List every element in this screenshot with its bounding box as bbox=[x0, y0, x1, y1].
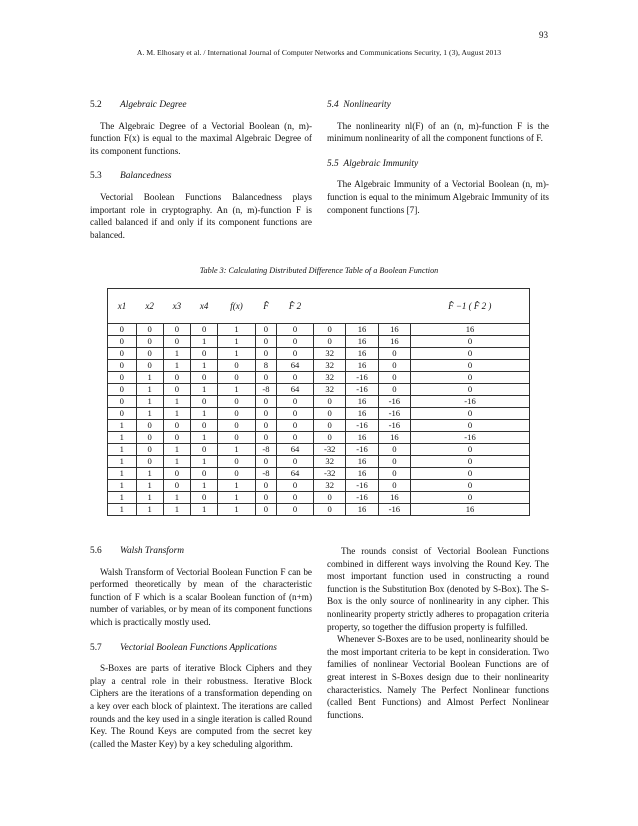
table-cell: 0 bbox=[191, 324, 218, 336]
running-header: A. M. Elhosary et al. / International Journal of Computer Networks and Communications Security, 1 (3), August 2013 bbox=[136, 48, 502, 57]
table-cell: 16 bbox=[346, 456, 378, 468]
page-number: 93 bbox=[539, 30, 548, 40]
table-cell: 1 bbox=[108, 444, 137, 456]
table-cell: 0 bbox=[163, 468, 190, 480]
table-cell: 1 bbox=[108, 432, 137, 444]
table-cell: 0 bbox=[108, 336, 137, 348]
table-row bbox=[108, 480, 530, 492]
table-cell: 1 bbox=[191, 432, 218, 444]
section-heading bbox=[90, 642, 312, 655]
section-5-2 bbox=[90, 99, 312, 157]
table-cell: 1 bbox=[136, 396, 163, 408]
table-cell: -16 bbox=[411, 432, 530, 444]
table-cell: 0 bbox=[136, 360, 163, 372]
table-cell: 32 bbox=[314, 360, 346, 372]
table-cell: 1 bbox=[136, 372, 163, 384]
paragraph: The rounds consist of Vectorial Boolean Functions combined in different ways involving the Round Key. The most important function used in constructing a round function is the Substitution Box (denoted by S-Box). The S-Box is the only source of nonlinearity in any cipher. This nonlinearity property strictly adheres to propagation criteria property, so together the diffusion property is fulfilled. bbox=[327, 546, 549, 632]
table-cell: 0 bbox=[378, 372, 410, 384]
section-heading bbox=[90, 545, 312, 558]
table-cell: 1 bbox=[136, 384, 163, 396]
table-cell: 16 bbox=[378, 432, 410, 444]
table-row bbox=[108, 492, 530, 504]
table-cell: 1 bbox=[218, 384, 256, 396]
table-cell: 0 bbox=[255, 480, 276, 492]
table-cell: 1 bbox=[163, 492, 190, 504]
top-left-column bbox=[90, 99, 312, 254]
header-x3: x3 bbox=[163, 289, 190, 324]
header-fx: f(x) bbox=[218, 289, 256, 324]
table-cell: 1 bbox=[136, 492, 163, 504]
table-cell: 0 bbox=[163, 384, 190, 396]
table-cell: 0 bbox=[255, 396, 276, 408]
table-cell: 1 bbox=[108, 480, 137, 492]
table-cell: 0 bbox=[191, 396, 218, 408]
table-cell: 0 bbox=[378, 348, 410, 360]
table-cell: 0 bbox=[191, 444, 218, 456]
table-cell: 1 bbox=[108, 468, 137, 480]
table-cell: 16 bbox=[346, 468, 378, 480]
section-5-4 bbox=[327, 99, 549, 145]
header-blank-2 bbox=[346, 289, 378, 324]
table-cell: 0 bbox=[277, 396, 314, 408]
table-cell: 0 bbox=[191, 348, 218, 360]
table-row bbox=[108, 408, 530, 420]
table-cell: -32 bbox=[314, 444, 346, 456]
table-cell: 1 bbox=[108, 492, 137, 504]
table-cell: 32 bbox=[314, 456, 346, 468]
table-cell: 1 bbox=[163, 408, 190, 420]
table-row bbox=[108, 360, 530, 372]
table-cell: 1 bbox=[108, 420, 137, 432]
table-cell: 0 bbox=[255, 372, 276, 384]
table-row bbox=[108, 324, 530, 336]
table-row bbox=[108, 420, 530, 432]
section-title: Vectorial Boolean Functions Applications bbox=[120, 642, 277, 653]
table-cell: 0 bbox=[411, 444, 530, 456]
table-cell: 1 bbox=[191, 480, 218, 492]
table-cell: -16 bbox=[378, 408, 410, 420]
table-cell: 64 bbox=[277, 444, 314, 456]
section-title: Balancedness bbox=[120, 171, 172, 182]
table-cell: 0 bbox=[218, 396, 256, 408]
table-cell: 0 bbox=[411, 384, 530, 396]
section-5-7 bbox=[90, 642, 312, 751]
table-cell: 0 bbox=[136, 324, 163, 336]
table-cell: 16 bbox=[378, 324, 410, 336]
header-blank-1 bbox=[314, 289, 346, 324]
table-row bbox=[108, 432, 530, 444]
table-cell: 0 bbox=[136, 444, 163, 456]
table-cell: 0 bbox=[277, 420, 314, 432]
table-cell: 1 bbox=[163, 360, 190, 372]
table-cell: 0 bbox=[218, 408, 256, 420]
table-cell: 0 bbox=[314, 324, 346, 336]
header-f-hat-squared: F̂ 2 bbox=[277, 289, 314, 324]
table-cell: 0 bbox=[277, 480, 314, 492]
section-text: Walsh Transform of Vectorial Boolean Function F can be performed theoretically by mean of the characteristic function of F which is a scalar Boolean function of (n+m) number of variables, or by mean of its component functions which is practically mostly used. bbox=[90, 566, 312, 627]
table-cell: 64 bbox=[277, 468, 314, 480]
table-cell: 0 bbox=[411, 348, 530, 360]
table-cell: 1 bbox=[136, 468, 163, 480]
table-cell: 0 bbox=[218, 468, 256, 480]
table-cell: 0 bbox=[163, 420, 190, 432]
table-cell: 0 bbox=[163, 432, 190, 444]
table-cell: 0 bbox=[136, 432, 163, 444]
table-cell: 1 bbox=[163, 348, 190, 360]
table-cell: 0 bbox=[255, 504, 276, 516]
table-cell: 0 bbox=[255, 336, 276, 348]
table-cell: -16 bbox=[378, 504, 410, 516]
section-heading bbox=[90, 99, 312, 112]
table-cell: 0 bbox=[108, 324, 137, 336]
table-cell: 1 bbox=[218, 444, 256, 456]
table-row bbox=[108, 336, 530, 348]
table-cell: 16 bbox=[346, 396, 378, 408]
bottom-right-column bbox=[327, 545, 549, 721]
section-title: Algebraic Degree bbox=[120, 100, 187, 110]
table-cell: 0 bbox=[411, 468, 530, 480]
table-cell: 0 bbox=[218, 372, 256, 384]
table-cell: 0 bbox=[136, 420, 163, 432]
table-cell: 0 bbox=[314, 336, 346, 348]
table-cell: 16 bbox=[346, 360, 378, 372]
table-cell: 16 bbox=[346, 432, 378, 444]
table-cell: -8 bbox=[255, 468, 276, 480]
section-5-3 bbox=[90, 170, 312, 241]
table-cell: 0 bbox=[191, 492, 218, 504]
table-cell: 0 bbox=[411, 360, 530, 372]
table-cell: 16 bbox=[346, 408, 378, 420]
table-cell: 0 bbox=[255, 492, 276, 504]
table-cell: 0 bbox=[255, 432, 276, 444]
table-cell: 1 bbox=[218, 324, 256, 336]
table-cell: 16 bbox=[346, 336, 378, 348]
table-cell: 1 bbox=[218, 492, 256, 504]
table-cell: 0 bbox=[108, 384, 137, 396]
table-cell: 0 bbox=[378, 360, 410, 372]
section-text: The nonlinearity nl(F) of an (n, m)-function F is the minimum nonlinearity of all the component functions of F. bbox=[327, 120, 549, 144]
table-cell: 32 bbox=[314, 372, 346, 384]
table-cell: 16 bbox=[346, 324, 378, 336]
table-cell: 1 bbox=[191, 408, 218, 420]
table-cell: 0 bbox=[378, 468, 410, 480]
table-cell: 1 bbox=[136, 408, 163, 420]
section-heading bbox=[327, 99, 549, 112]
table-cell: 1 bbox=[163, 396, 190, 408]
table-row bbox=[108, 384, 530, 396]
table-cell: -16 bbox=[346, 480, 378, 492]
table-cell: -8 bbox=[255, 384, 276, 396]
table-cell: 0 bbox=[314, 432, 346, 444]
section-text: The Algebraic Degree of a Vectorial Boolean (n, m)-function F(x) is equal to the maximal Algebraic Degree of its component functions. bbox=[90, 120, 312, 156]
section-number: 5.3 bbox=[90, 171, 102, 182]
table-cell: 0 bbox=[108, 360, 137, 372]
table-cell: 1 bbox=[108, 456, 137, 468]
table-cell: 16 bbox=[378, 336, 410, 348]
table-cell: 1 bbox=[191, 336, 218, 348]
table-cell: 0 bbox=[136, 336, 163, 348]
table-cell: 0 bbox=[411, 408, 530, 420]
table-cell: 0 bbox=[314, 504, 346, 516]
table-cell: -16 bbox=[346, 444, 378, 456]
table-cell: 16 bbox=[378, 492, 410, 504]
table-cell: 1 bbox=[163, 456, 190, 468]
table-cell: 0 bbox=[277, 492, 314, 504]
table-cell: 0 bbox=[255, 324, 276, 336]
table-cell: 0 bbox=[136, 456, 163, 468]
table-cell: 1 bbox=[218, 504, 256, 516]
table-cell: -16 bbox=[378, 396, 410, 408]
section-number: 5.4 bbox=[327, 100, 339, 110]
table-cell: 1 bbox=[108, 504, 137, 516]
table-cell: 0 bbox=[277, 348, 314, 360]
table-cell: 0 bbox=[255, 408, 276, 420]
table-cell: 0 bbox=[378, 384, 410, 396]
table-cell: 64 bbox=[277, 384, 314, 396]
table-cell: 0 bbox=[108, 348, 137, 360]
table-cell: 0 bbox=[191, 372, 218, 384]
difference-table bbox=[107, 288, 530, 516]
table-cell: 0 bbox=[218, 432, 256, 444]
section-heading bbox=[90, 170, 312, 183]
table-cell: 0 bbox=[277, 324, 314, 336]
table-cell: 0 bbox=[255, 348, 276, 360]
table-cell: -16 bbox=[346, 372, 378, 384]
table-cell: 0 bbox=[277, 336, 314, 348]
table-cell: 0 bbox=[411, 456, 530, 468]
section-5-6 bbox=[90, 545, 312, 629]
table-cell: 0 bbox=[314, 420, 346, 432]
paragraph: Whenever S-Boxes are to be used, nonlinearity should be the most important criteria to be kept in consideration. Two families of nonlinear Vectorial Boolean Functions are of great interest in S-Boxes design due to their nonlinearity characteristics. Namely The Perfect Nonlinear functions (called Bent Functions) and Almost Perfect Nonlinear functions. bbox=[327, 634, 549, 720]
section-heading bbox=[327, 158, 549, 171]
table-cell: 0 bbox=[378, 456, 410, 468]
table-row bbox=[108, 396, 530, 408]
table-caption: Table 3: Calculating Distributed Difference Table of a Boolean Function bbox=[199, 266, 439, 275]
table-cell: 0 bbox=[163, 324, 190, 336]
table-header-row bbox=[108, 289, 530, 324]
table-cell: 0 bbox=[255, 420, 276, 432]
table-cell: 1 bbox=[136, 504, 163, 516]
table-row bbox=[108, 504, 530, 516]
table-cell: -16 bbox=[346, 420, 378, 432]
table-cell: 0 bbox=[277, 408, 314, 420]
table-cell: 0 bbox=[218, 360, 256, 372]
table-cell: 0 bbox=[108, 408, 137, 420]
table-cell: 64 bbox=[277, 360, 314, 372]
table-row bbox=[108, 456, 530, 468]
header-x1: x1 bbox=[108, 289, 137, 324]
section-number: 5.6 bbox=[90, 546, 102, 556]
table-cell: 0 bbox=[163, 372, 190, 384]
section-title: Walsh Transform bbox=[120, 546, 184, 556]
table-cell: 0 bbox=[191, 468, 218, 480]
table-cell: 0 bbox=[255, 456, 276, 468]
header-blank-3 bbox=[378, 289, 410, 324]
table-cell: 1 bbox=[191, 360, 218, 372]
table-cell: 1 bbox=[163, 444, 190, 456]
table-cell: 1 bbox=[191, 384, 218, 396]
table-cell: 0 bbox=[136, 348, 163, 360]
section-text: The Algebraic Immunity of a Vectorial Boolean (n, m)-function is equal to the minimum Algebraic Immunity of its component functions [7]. bbox=[327, 179, 549, 215]
table-cell: 0 bbox=[411, 420, 530, 432]
table-cell: 1 bbox=[191, 504, 218, 516]
table-cell: 0 bbox=[163, 336, 190, 348]
table-cell: 0 bbox=[411, 492, 530, 504]
header-x2: x2 bbox=[136, 289, 163, 324]
section-number: 5.2 bbox=[90, 100, 102, 110]
table-cell: -16 bbox=[346, 492, 378, 504]
table-cell: 16 bbox=[346, 348, 378, 360]
section-text: Vectorial Boolean Functions Balancedness plays important role in cryptography. An (n, m)-function F is called balanced if and only if its component functions are balanced. bbox=[90, 191, 312, 240]
table-cell: 1 bbox=[163, 504, 190, 516]
section-text: S-Boxes are parts of iterative Block Ciphers and they play a central role in their robustness. Iterative Block Ciphers are the iterations of a transformation depending on a key over each block of plaintext. The iterations are called rounds and the key used in a single iteration is called Round Key. The Round Keys are computed from the secret key (called the Master Key) by a key scheduling algorithm. bbox=[90, 663, 312, 749]
table-cell: 1 bbox=[218, 480, 256, 492]
table-body bbox=[108, 324, 530, 516]
table-cell: 1 bbox=[191, 456, 218, 468]
table-cell: 32 bbox=[314, 384, 346, 396]
table-cell: -16 bbox=[378, 420, 410, 432]
table-cell: 0 bbox=[314, 492, 346, 504]
section-number: 5.5 bbox=[327, 158, 339, 169]
table-cell: 0 bbox=[191, 420, 218, 432]
header-f-hat: F̂ bbox=[255, 289, 276, 324]
table-cell: 16 bbox=[346, 504, 378, 516]
table-cell: 0 bbox=[277, 504, 314, 516]
table-cell: 0 bbox=[108, 396, 137, 408]
table-row bbox=[108, 444, 530, 456]
section-5-5 bbox=[327, 158, 549, 216]
table-cell: -8 bbox=[255, 444, 276, 456]
table-cell: 0 bbox=[411, 480, 530, 492]
table-cell: 0 bbox=[277, 432, 314, 444]
table-row bbox=[108, 372, 530, 384]
table-cell: 16 bbox=[411, 324, 530, 336]
table-row bbox=[108, 348, 530, 360]
section-title: Nonlinearity bbox=[343, 100, 391, 110]
table-cell: 0 bbox=[218, 456, 256, 468]
table-cell: 0 bbox=[411, 336, 530, 348]
section-number: 5.7 bbox=[90, 642, 102, 653]
table-cell: 0 bbox=[378, 480, 410, 492]
section-title: Algebraic Immunity bbox=[343, 158, 419, 169]
table-cell: 0 bbox=[314, 396, 346, 408]
table-cell: 0 bbox=[277, 372, 314, 384]
table-row bbox=[108, 468, 530, 480]
table-cell: 0 bbox=[314, 408, 346, 420]
table-cell: 0 bbox=[163, 480, 190, 492]
table-cell: 1 bbox=[218, 348, 256, 360]
table-cell: 32 bbox=[314, 348, 346, 360]
table-cell: 16 bbox=[411, 504, 530, 516]
top-right-column bbox=[327, 99, 549, 229]
table-cell: 32 bbox=[314, 480, 346, 492]
table-cell: 0 bbox=[277, 456, 314, 468]
table-cell: 1 bbox=[218, 336, 256, 348]
table-cell: -32 bbox=[314, 468, 346, 480]
table-cell: 0 bbox=[411, 372, 530, 384]
table-cell: 8 bbox=[255, 360, 276, 372]
table-cell: -16 bbox=[346, 384, 378, 396]
header-x4: x4 bbox=[191, 289, 218, 324]
header-inverse-transform: F̂ −1 ( F̂ 2 ) bbox=[411, 289, 530, 324]
table-cell: 0 bbox=[378, 444, 410, 456]
table-cell: 0 bbox=[218, 420, 256, 432]
table-cell: 0 bbox=[108, 372, 137, 384]
bottom-left-column bbox=[90, 545, 312, 763]
table-cell: -16 bbox=[411, 396, 530, 408]
table-cell: 1 bbox=[136, 480, 163, 492]
